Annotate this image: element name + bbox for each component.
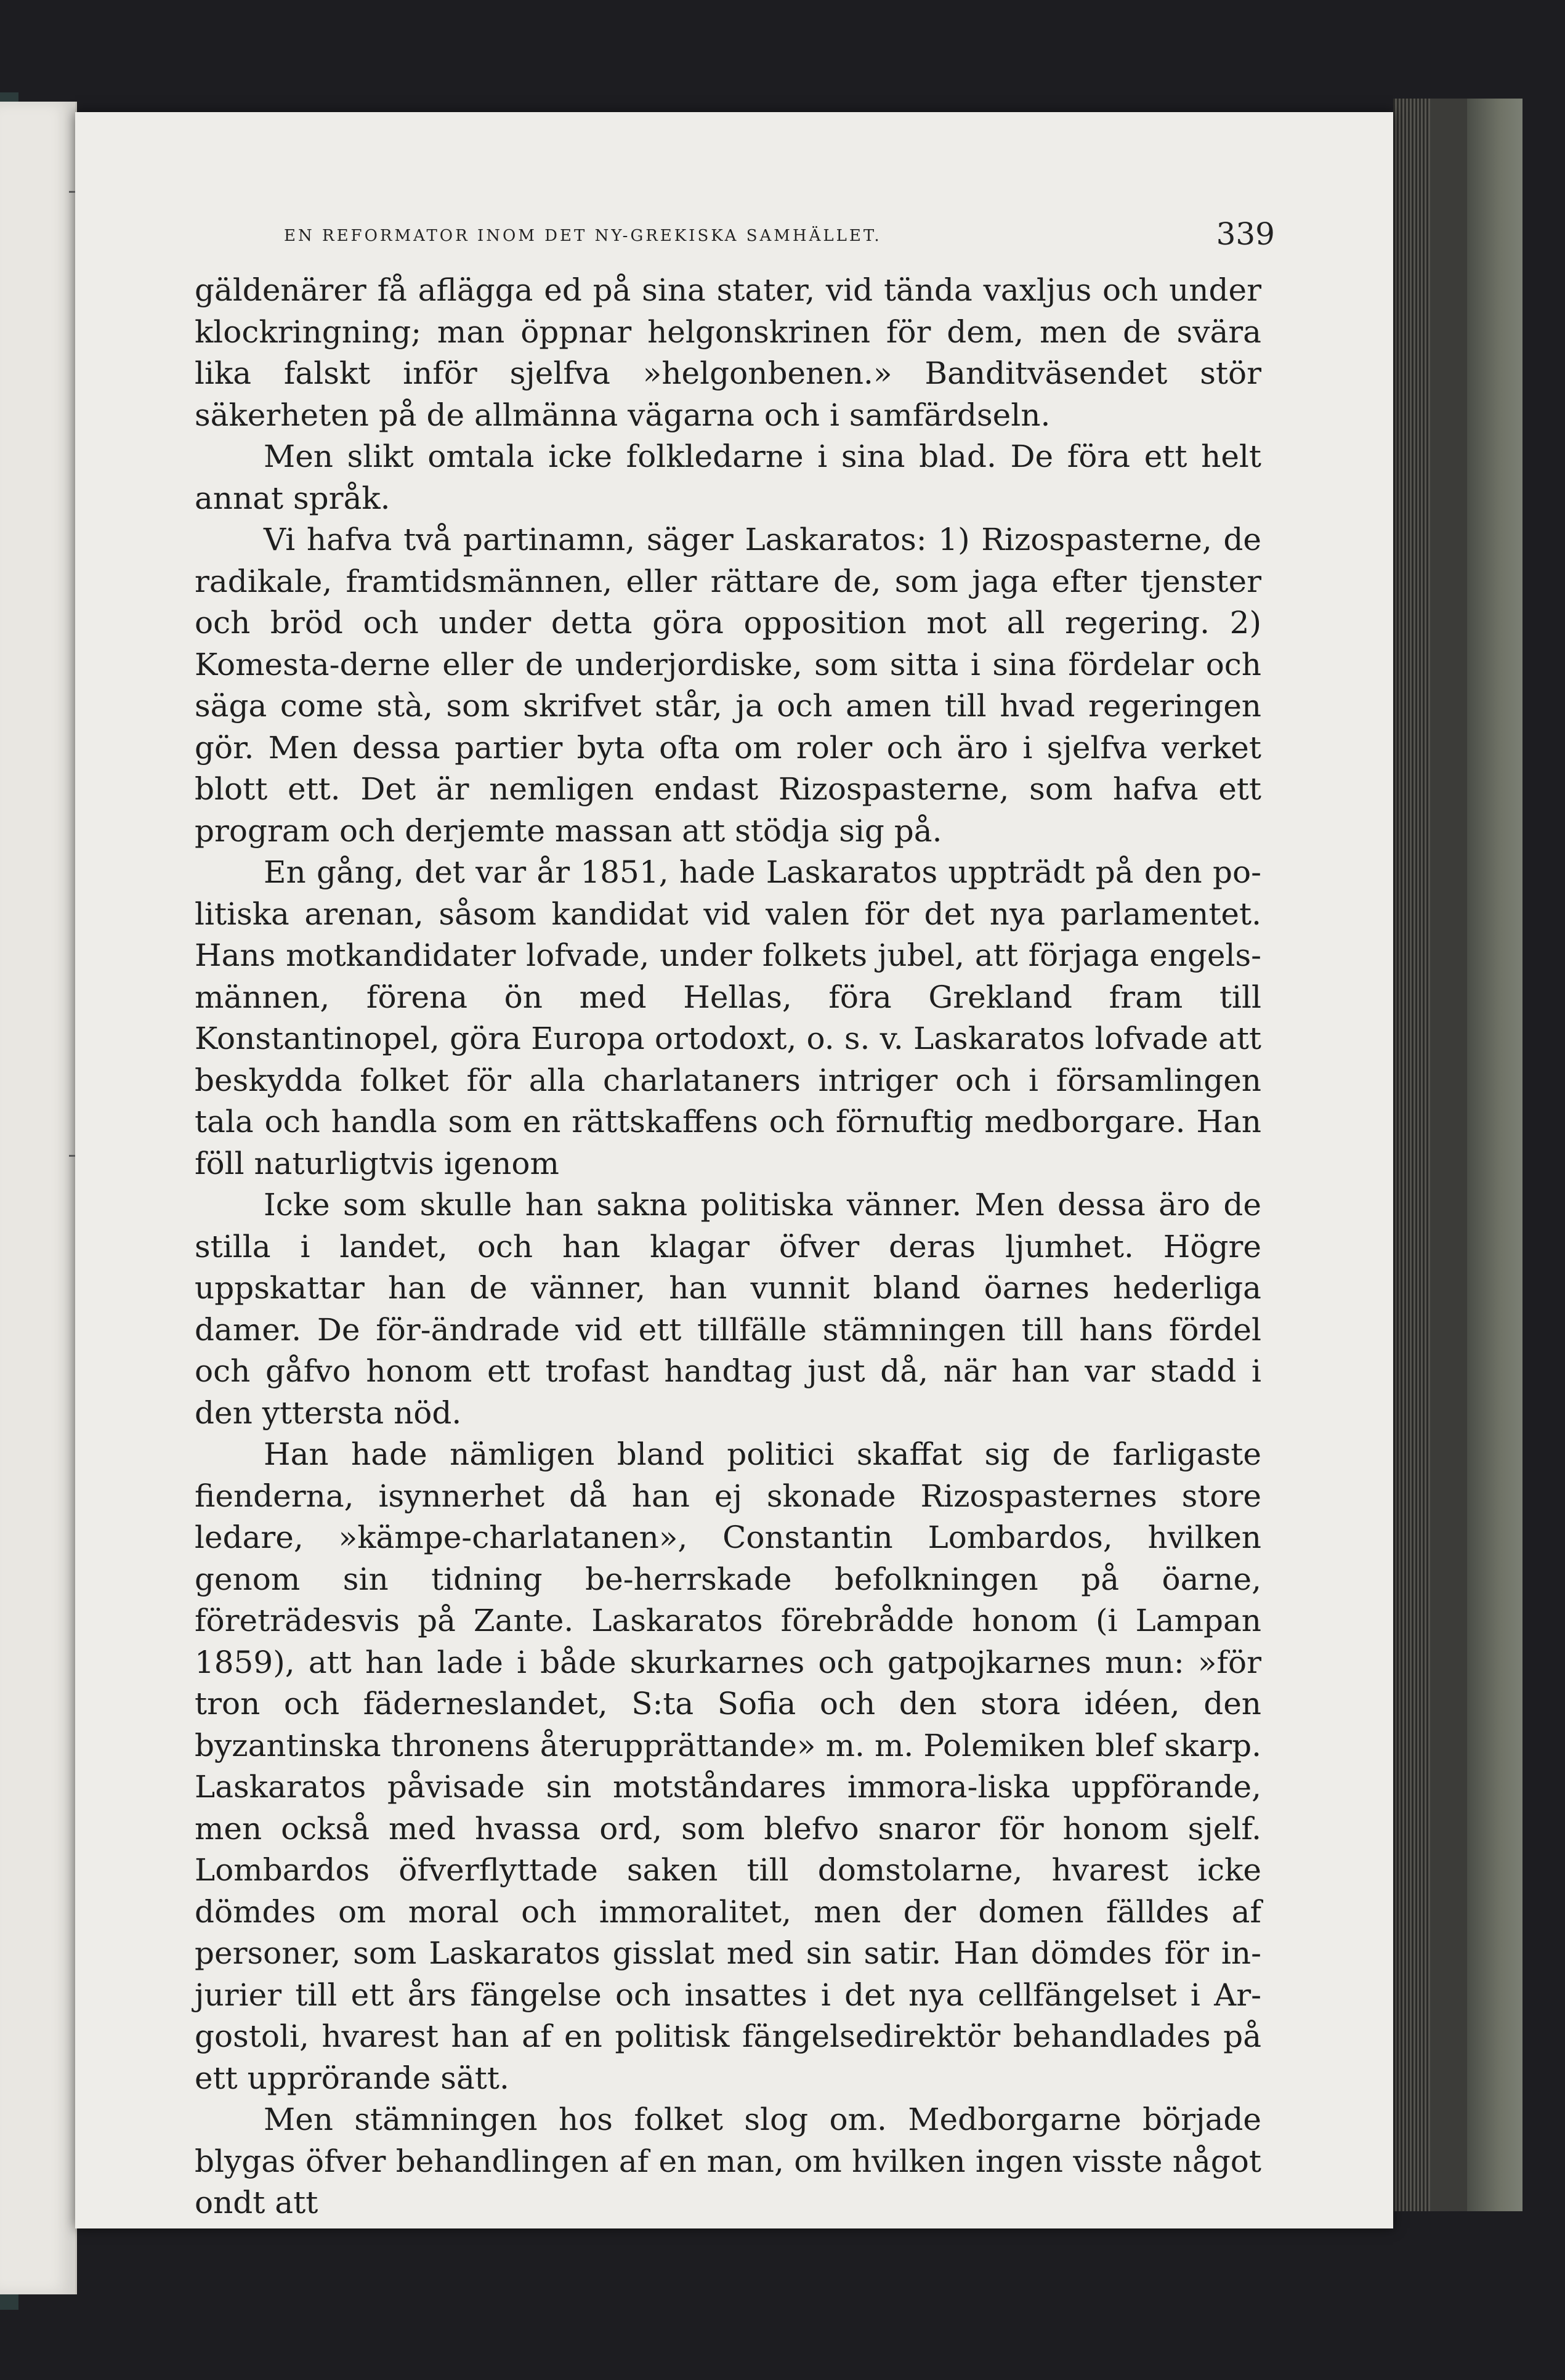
paragraph: Men stämningen hos folket slog om. Medborgarne började blygas öfver behandlingen af en man, om hvilken ingen visste något ondt att bbox=[195, 2102, 1261, 2220]
paragraph: En gång, det var år 1851, hade Laskaratos uppträdt på den po-litiska arenan, såsom kandidat vid valen för det nya parlamentet. Hans motkandidater lofvade, under folkets jubel, att förjaga engels-männen, förena ön med Hellas, föra Grekland fram till Konstantinopel, göra Europa ortodoxt, o. s. v. Laskaratos lofvade att beskydda folket för alla charlataners intriger och i församlingen tala och handla som en rättskaffens och förnuftig medborgare. Han föll naturligtvis igenom bbox=[195, 854, 1261, 1181]
paragraph: Vi hafva två partinamn, säger Laskaratos: 1) Rizospasterne, de radikale, framtidsmännen, eller rättare de, som jaga efter tjenster och bröd och under detta göra opposition mot all regering. 2) Komesta-derne eller de underjordiske, som sitta i sina fördelar och säga come stà, som skrifvet står, ja och amen till hvad regeringen gör. Men dessa partier byta ofta om roler och äro i sjelfva verket blott ett. Det är nemligen endast Rizospasterne, som hafva ett program och derjemte massan att stödja sig på. bbox=[195, 522, 1261, 849]
paragraph: Icke som skulle han sakna politiska vänner. Men dessa äro de stilla i landet, och han klagar öfver deras ljumhet. Högre uppskattar han de vänner, han vunnit bland öarnes hederliga damer. De för-ändrade vid ett tillfälle stämningen till hans fördel och gåfvo honom ett trofast handtag just då, när han var stadd i den yttersta nöd. bbox=[195, 1187, 1261, 1431]
page-block-edge bbox=[1393, 99, 1430, 2211]
paragraph: gäldenärer få aflägga ed på sina stater, vid tända vaxljus och under klockringning; man öppnar helgonskrinen för dem, men de svära lika falskt inför sjelfva »helgonbenen.» Banditväsendet stör säkerheten på de allmänna vägarna och i samfärdseln. bbox=[195, 272, 1261, 433]
margin-mark bbox=[69, 1155, 75, 1157]
margin-mark bbox=[69, 191, 75, 193]
book-right-edge bbox=[1393, 99, 1523, 2211]
page-number: 339 bbox=[1216, 216, 1275, 252]
facing-page-edge bbox=[0, 102, 77, 2294]
page-body bbox=[195, 270, 1261, 2224]
paragraph: Han hade nämligen bland politici skaffat sig de farligaste fienderna, isynnerhet då han ej skonade Rizospasternes store ledare, »kämpe-charlatanen», Constantin Lombardos, hvilken genom sin tidning be-herrskade befolkningen på öarne, företrädesvis på Zante. Laskaratos förebrådde honom (i Lampan 1859), att han lade i både skurkarnes och gatpojkarnes mun: »för tron och fäderneslandet, S:ta Sofia och den stora idéen, den byzantinska thronens återupprättande» m. m. Polemiken blef skarp. Laskaratos påvisade sin motståndares immora-liska uppförande, men också med hvassa ord, som blefvo snaror för honom sjelf. Lombardos öfverflyttade saken till domstolarne, hvarest icke dömdes om moral och immoralitet, men der domen fälldes af personer, som Laskaratos gisslat med sin satir. Han dömdes för in-jurier till ett års fängelse och insattes i det nya cellfängelset i Ar-gostoli, hvarest han af en politisk fängelsedirektör behandlades på ett upprörande sätt. bbox=[195, 1436, 1261, 2096]
paragraph: Men slikt omtala icke folkledarne i sina blad. De föra ett helt annat språk. bbox=[195, 439, 1261, 516]
running-title: EN REFORMATOR INOM DET NY-GREKISKA SAMHÄLLET. bbox=[284, 227, 882, 245]
book-cover-edge bbox=[1467, 99, 1523, 2211]
